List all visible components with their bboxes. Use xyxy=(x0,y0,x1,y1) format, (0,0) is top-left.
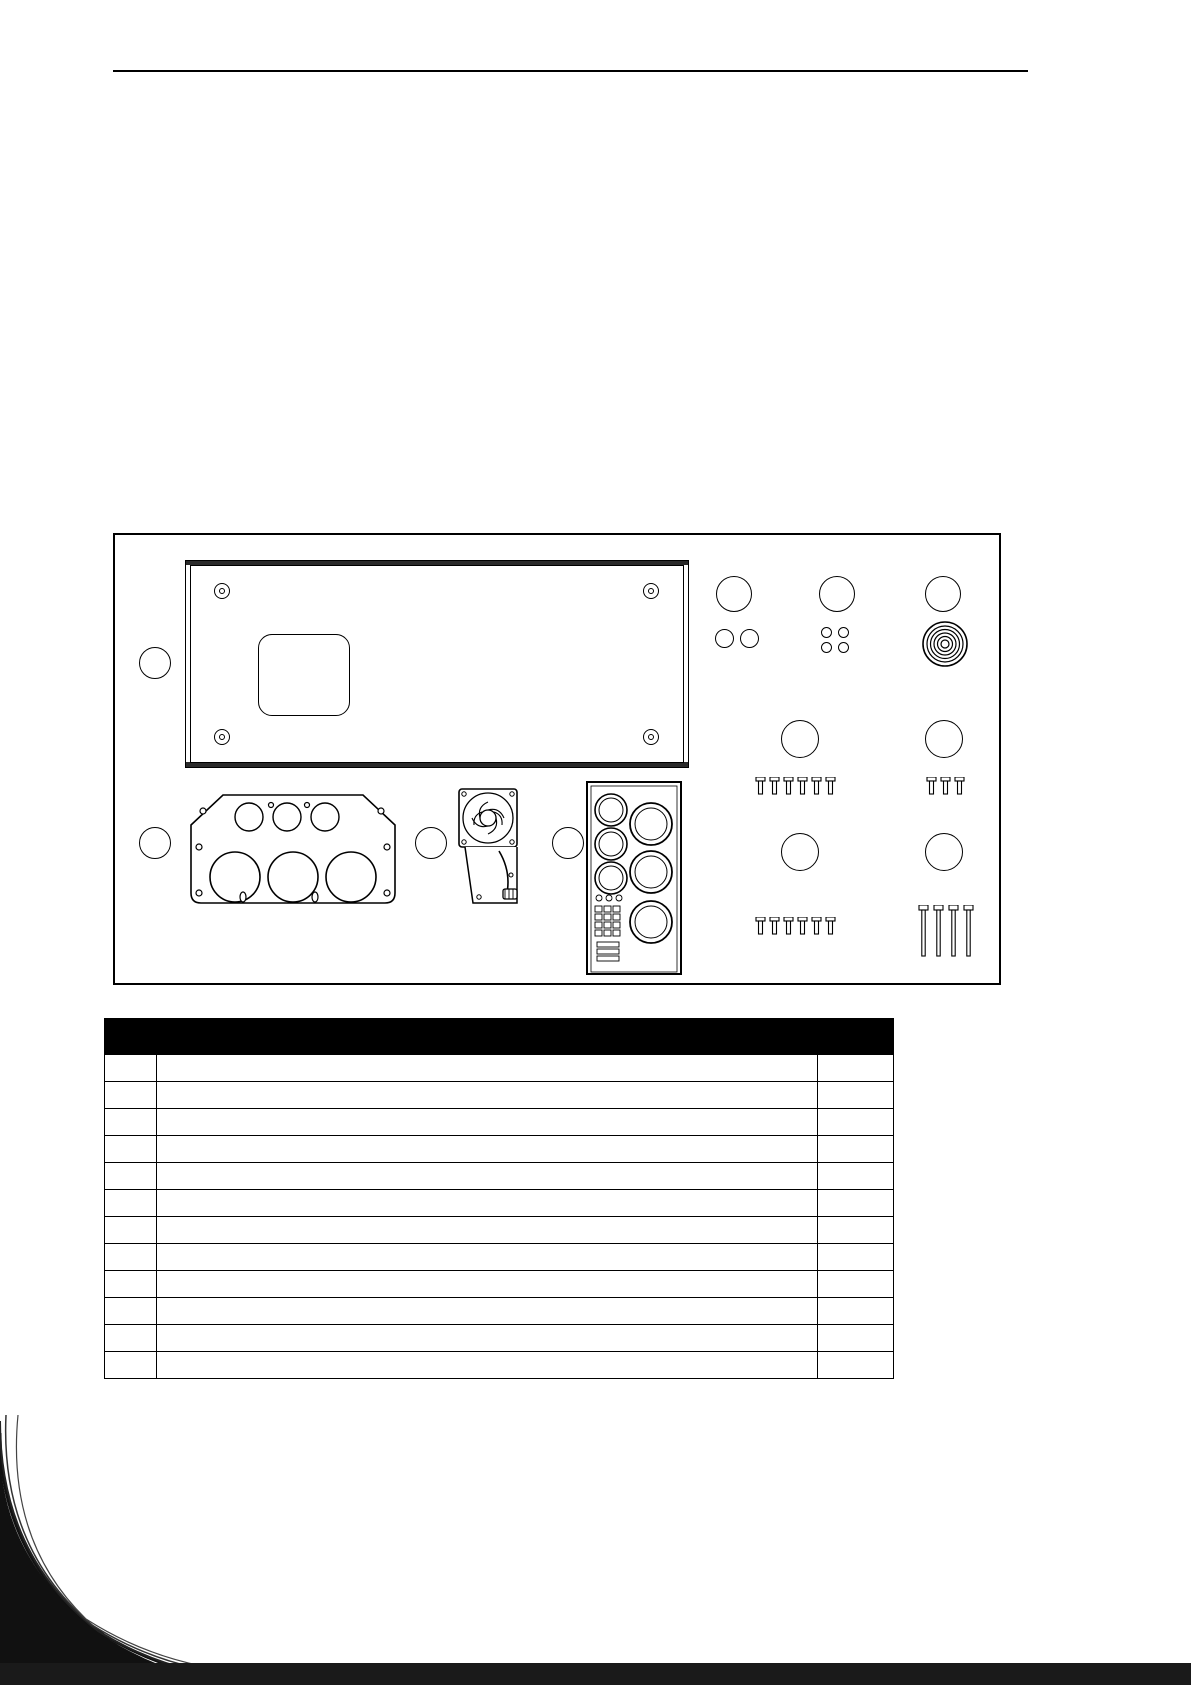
oring-tiny-1 xyxy=(821,627,832,638)
cell-number xyxy=(105,1136,157,1163)
cell-description xyxy=(156,1217,817,1244)
header-quantity xyxy=(818,1019,894,1055)
table-row xyxy=(105,1271,894,1298)
table-header-row xyxy=(105,1019,894,1055)
washer-small-2 xyxy=(740,629,759,648)
cell-description xyxy=(156,1271,817,1298)
table-row xyxy=(105,1352,894,1379)
screw-set-lower-left xyxy=(755,917,839,939)
cell-description xyxy=(156,1136,817,1163)
table-row xyxy=(105,1325,894,1352)
cell-quantity xyxy=(818,1163,894,1190)
cell-quantity xyxy=(818,1298,894,1325)
table-row xyxy=(105,1055,894,1082)
plate-screw-hole-bl xyxy=(214,729,230,745)
plate-screw-hole-tr xyxy=(643,583,659,599)
table-row xyxy=(105,1109,894,1136)
cell-quantity xyxy=(818,1325,894,1352)
cell-number xyxy=(105,1055,157,1082)
parts-list-table xyxy=(104,1018,894,1379)
cell-number xyxy=(105,1163,157,1190)
grommet-large-3 xyxy=(925,576,961,612)
cell-description xyxy=(156,1244,817,1271)
footer-corner-graphic xyxy=(0,1415,260,1685)
cell-description xyxy=(156,1298,817,1325)
table-row xyxy=(105,1298,894,1325)
screw-set-upper-left xyxy=(755,777,839,799)
table-row xyxy=(105,1190,894,1217)
header-divider xyxy=(113,70,1028,72)
cell-quantity xyxy=(818,1082,894,1109)
cell-quantity xyxy=(818,1055,894,1082)
cell-description xyxy=(156,1109,817,1136)
table-row xyxy=(105,1163,894,1190)
cell-number xyxy=(105,1082,157,1109)
cell-number xyxy=(105,1352,157,1379)
table-row xyxy=(105,1082,894,1109)
cell-number xyxy=(105,1217,157,1244)
cell-description xyxy=(156,1190,817,1217)
grommet-large-1 xyxy=(716,576,752,612)
parts-diagram xyxy=(113,533,1001,985)
table-row xyxy=(105,1244,894,1271)
cell-quantity xyxy=(818,1352,894,1379)
cell-quantity xyxy=(818,1190,894,1217)
oring-tiny-2 xyxy=(838,627,849,638)
callout-bubble-3 xyxy=(415,827,447,859)
grommet-large-2 xyxy=(819,576,855,612)
long-bolt-set xyxy=(918,905,976,961)
cell-description xyxy=(156,1055,817,1082)
table-row xyxy=(105,1217,894,1244)
grommet-mid-4 xyxy=(925,833,963,871)
plate-cutout xyxy=(258,634,350,716)
table-row xyxy=(105,1136,894,1163)
callout-bubble-1 xyxy=(139,647,171,679)
washer-small-1 xyxy=(715,629,734,648)
cell-quantity xyxy=(818,1136,894,1163)
grommet-mid-1 xyxy=(781,720,819,758)
header-description xyxy=(156,1019,817,1055)
plate-screw-hole-tl xyxy=(214,583,230,599)
plate-screw-hole-br xyxy=(643,729,659,745)
front-panel-plate xyxy=(185,560,689,768)
footer-bar xyxy=(0,1663,1191,1685)
cell-quantity xyxy=(818,1109,894,1136)
cooling-fan-assembly xyxy=(455,785,565,915)
cell-number xyxy=(105,1325,157,1352)
plate-top-edge xyxy=(186,561,688,565)
oring-tiny-3 xyxy=(821,642,832,653)
grommet-mid-3 xyxy=(781,833,819,871)
cell-quantity xyxy=(818,1244,894,1271)
callout-bubble-2 xyxy=(139,827,171,859)
gauge-cluster-bracket xyxy=(183,785,403,920)
cell-number xyxy=(105,1298,157,1325)
coiled-spring-washer xyxy=(921,620,969,668)
cell-description xyxy=(156,1325,817,1352)
cell-description xyxy=(156,1352,817,1379)
grommet-mid-2 xyxy=(925,720,963,758)
cell-number xyxy=(105,1271,157,1298)
connector-terminal-block xyxy=(585,780,695,980)
cell-number xyxy=(105,1109,157,1136)
cell-quantity xyxy=(818,1217,894,1244)
cell-number xyxy=(105,1190,157,1217)
cell-description xyxy=(156,1163,817,1190)
screw-set-upper-right xyxy=(926,777,970,799)
oring-tiny-4 xyxy=(838,642,849,653)
cell-quantity xyxy=(818,1271,894,1298)
cell-description xyxy=(156,1082,817,1109)
header-number xyxy=(105,1019,157,1055)
plate-bottom-edge xyxy=(186,762,688,767)
cell-number xyxy=(105,1244,157,1271)
